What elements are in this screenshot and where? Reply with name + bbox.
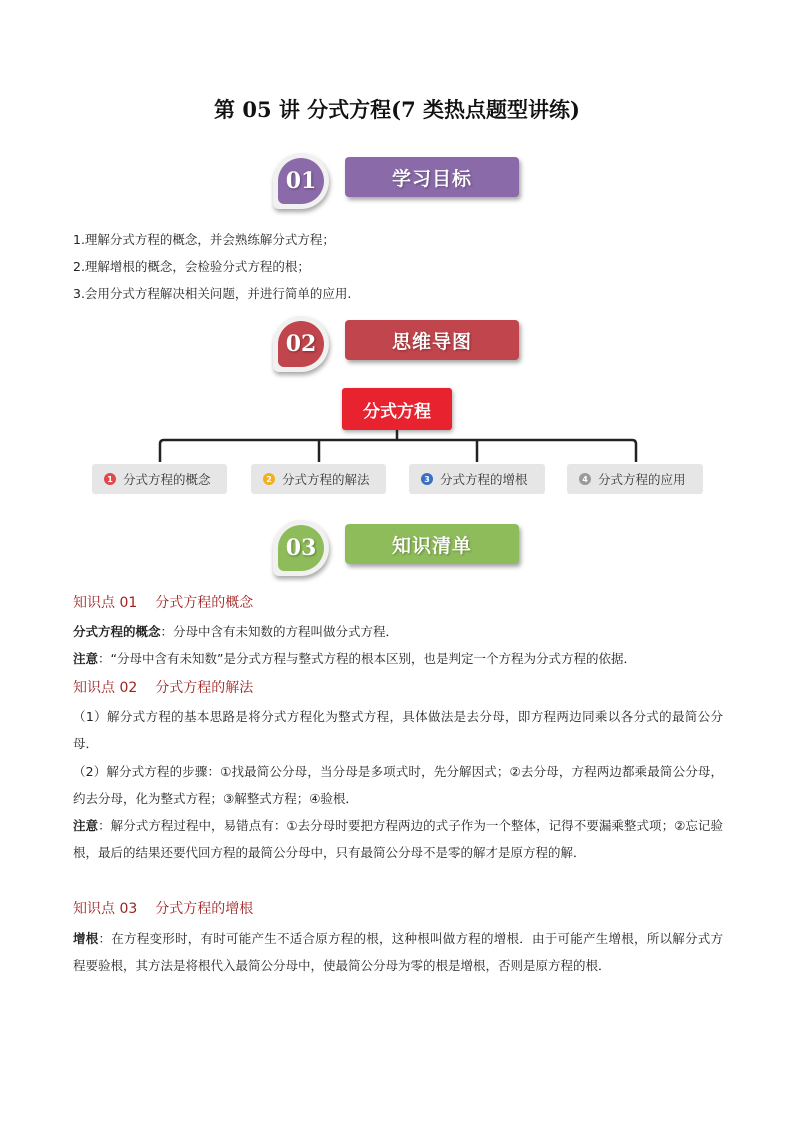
kp-number: 知识点 02 <box>73 680 138 696</box>
node-number: 4 <box>579 473 591 485</box>
mindmap-node-concept <box>92 464 227 494</box>
knowledge-point-heading <box>73 898 253 918</box>
node-label: 分式方程的增根 <box>440 472 528 487</box>
note-label: 注意 <box>73 651 99 666</box>
section-title: 学习目标 <box>345 157 519 197</box>
kp-number: 知识点 03 <box>73 901 138 917</box>
section-badge-02 <box>273 316 523 376</box>
term-label: 分式方程的概念 <box>73 624 161 639</box>
kp1-definition <box>73 618 723 645</box>
badge-number: 01 <box>278 158 324 204</box>
badge-circle <box>273 316 329 372</box>
section-title: 思维导图 <box>345 320 519 360</box>
note-text: ：“分母中含有未知数”是分式方程与整式方程的根本区别，也是判定一个方程为分式方程的依据． <box>98 651 636 666</box>
section-title: 知识清单 <box>345 524 519 564</box>
kp2-note <box>73 812 723 866</box>
kp2-steps: （2）解分式方程的步骤：①找最简公分母，当分母是多项式时，先分解因式；②去分母，方程两边都乘最简公分母，约去分母，化为整式方程；③解整式方程；④验根． <box>73 764 723 806</box>
term-text: ：分母中含有未知数的方程叫做分式方程． <box>160 624 399 639</box>
mindmap-root: 分式方程 <box>342 388 452 430</box>
mindmap-node-extraneous-root <box>409 464 545 494</box>
badge-circle <box>273 520 329 576</box>
objective-1: 1.理解分式方程的概念，并会熟练解分式方程； <box>73 232 335 247</box>
note-text: ：解分式方程过程中，易错点有：①去分母时要把方程两边的式子作为一个整体，记得不要漏乘整式项；②忘记验根，最后的结果还要代回方程的最简公分母中，只有最简公分母不是零的解才是原方程的解． <box>73 818 723 860</box>
node-number: 2 <box>263 473 275 485</box>
kp3-definition <box>73 925 723 979</box>
node-number: 3 <box>421 473 433 485</box>
page-title: 第 05 讲 分式方程(7 类热点题型讲练) <box>214 97 580 122</box>
badge-number: 02 <box>278 321 324 367</box>
note-label: 注意 <box>73 818 99 833</box>
section-badge-01 <box>273 153 523 213</box>
node-label: 分式方程的概念 <box>123 472 211 487</box>
objective-3: 3.会用分式方程解决相关问题，并进行简单的应用. <box>73 286 352 301</box>
mindmap-node-application <box>567 464 703 494</box>
badge-circle <box>273 153 329 209</box>
kp-title: 分式方程的解法 <box>155 680 254 696</box>
kp2-idea: （1）解分式方程的基本思路是将分式方程化为整式方程，具体做法是去分母，即方程两边同乘以各分式的最简公分母． <box>73 709 723 751</box>
knowledge-point-heading <box>73 592 253 612</box>
kp-title: 分式方程的概念 <box>155 595 254 611</box>
term-label: 增根 <box>73 931 99 946</box>
section-badge-03 <box>273 520 523 580</box>
term-text: ：在方程变形时，有时可能产生不适合原方程的根，这种根叫做方程的增根．由于可能产生增根，所以解分式方程要验根，其方法是将根代入最简公分母中，使最简公分母为零的根是增根，否则是原方程的根． <box>73 931 723 973</box>
knowledge-point-heading <box>73 677 253 697</box>
badge-number: 03 <box>278 525 324 571</box>
kp-title: 分式方程的增根 <box>155 901 254 917</box>
objective-2: 2.理解增根的概念，会检验分式方程的根； <box>73 259 310 274</box>
kp1-note <box>73 645 723 672</box>
node-label: 分式方程的解法 <box>282 472 370 487</box>
mindmap-node-solution <box>251 464 386 494</box>
kp-number: 知识点 01 <box>73 595 138 611</box>
node-number: 1 <box>104 473 116 485</box>
node-label: 分式方程的应用 <box>598 472 686 487</box>
